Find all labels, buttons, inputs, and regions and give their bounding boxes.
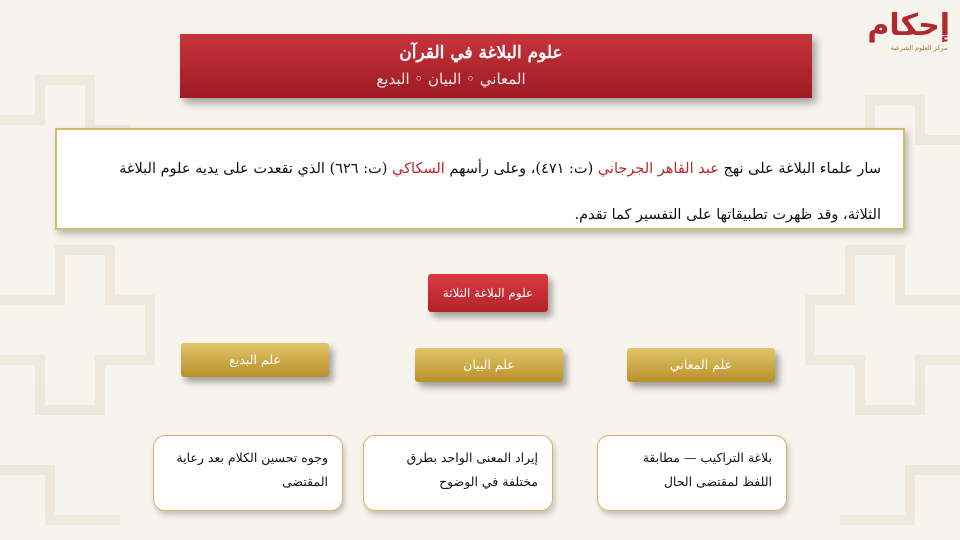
intro-text-3: (ت: ٦٢٦) الذي تقعدت على يديه علوم البلاغة الثلاثة، وقد ظهرت تطبيقاتها على التفسير كما تقدم. [119, 161, 881, 223]
scholar-name-jurjani: عبد القاهر الجرجاني [597, 161, 719, 177]
intro-text-1: سار علماء البلاغة على نهج [718, 161, 881, 177]
leaf-bayan: إيراد المعنى الواحد بطرق مختلفة في الوضوح [363, 435, 553, 511]
page-title: علوم البلاغة في القرآن [399, 43, 563, 63]
scholar-name-sakkaki: السكاكي [392, 161, 445, 177]
page-subtitle: المعاني ◦ البيان ◦ البديع [376, 70, 526, 88]
branch-bayan: علم البيان [415, 348, 563, 382]
logo [867, 8, 950, 68]
diagram-root-node: علوم البلاغة الثلاثة [428, 274, 548, 312]
logo-subtitle: مركز العلوم الشرعية [890, 44, 948, 52]
leaf-maani: بلاغة التراكيب — مطابقة اللفظ لمقتضى الحال [597, 435, 787, 511]
intro-box [55, 128, 905, 230]
intro-text-2: (ت: ٤٧١)، وعلى رأسهم [444, 161, 598, 177]
leaf-badi: وجوه تحسين الكلام بعد رعاية المقتضى [153, 435, 343, 511]
logo-mark: إحكام [867, 8, 950, 43]
title-banner [180, 34, 812, 98]
branch-maani: علم المعاني [627, 348, 775, 382]
branch-badi: علم البديع [181, 343, 329, 377]
